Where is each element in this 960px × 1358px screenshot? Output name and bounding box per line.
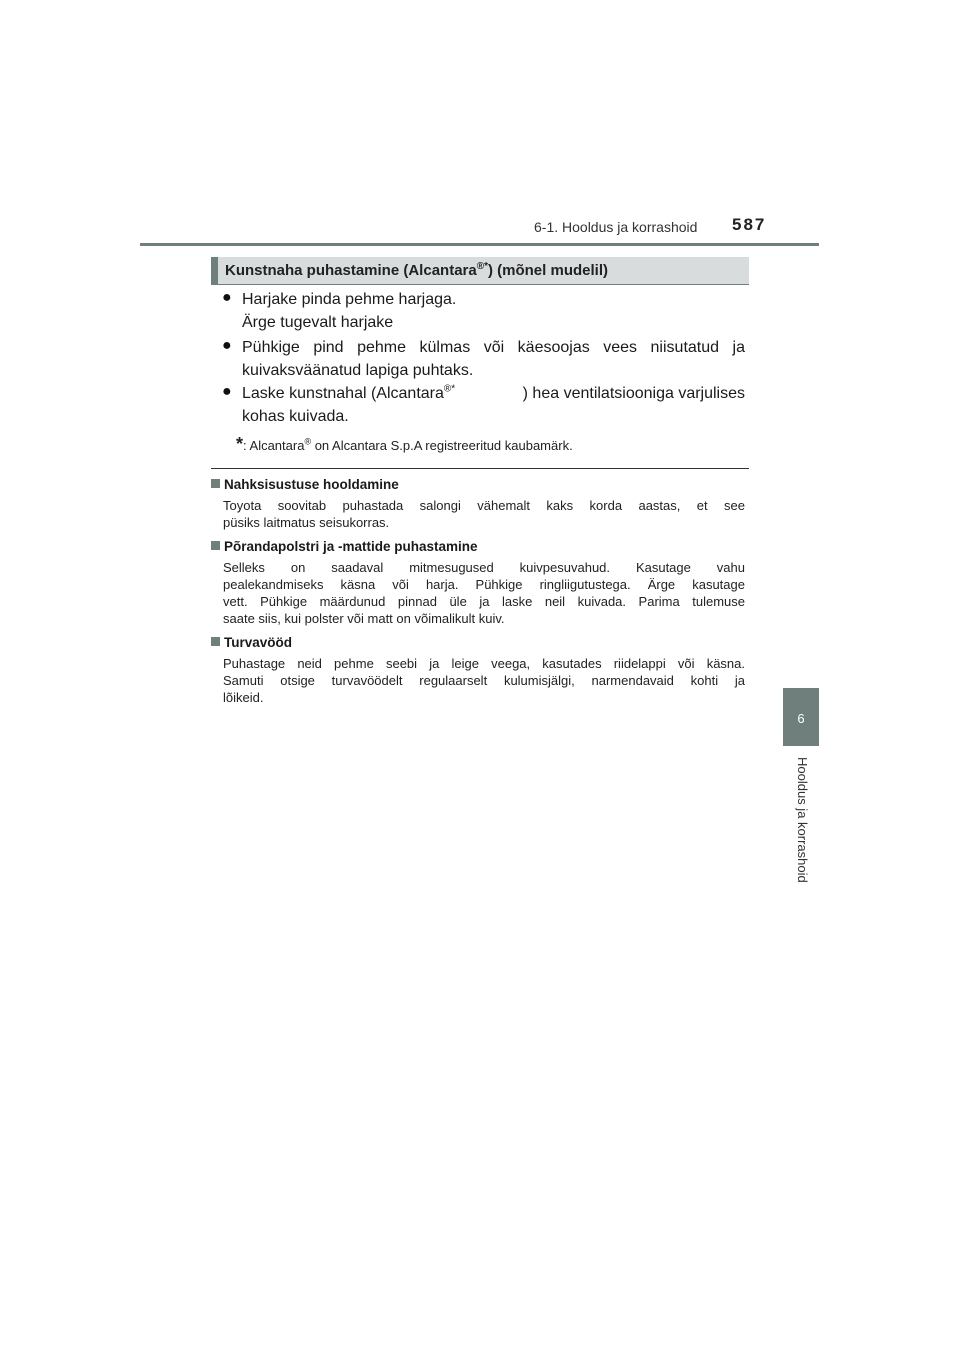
bullet-3-line-1 (242, 383, 745, 406)
note-line: Selleks on saadaval mitmesugused kuivpesuvahud. Kasutage vahu (223, 560, 745, 575)
note-line: Puhastage neid pehme seebi ja leige veega, kasutades riidelappi või käsna. (223, 656, 745, 671)
note-line: lõikeid. (223, 690, 264, 705)
note-line: saate siis, kui polster või matt on võimalikult kuiv. (223, 611, 505, 626)
bullet-2-line-2: kuivaksväänatud lapiga puhtaks. (242, 362, 474, 379)
bullet-1-line-2: Ärge tugevalt harjake (242, 314, 394, 331)
footnote-star: * (236, 434, 244, 454)
bullet-3-text-post: ) hea ventilatsiooniga varjulises (522, 385, 745, 402)
note-line: vett. Pühkige määrdunud pinnad üle ja laske neil kuivada. Parima tulemuse (223, 594, 745, 609)
header-rule (140, 243, 819, 246)
divider (211, 468, 749, 469)
note-line: püsiks laitmatus seisukorras. (223, 515, 390, 530)
footnote (236, 434, 573, 455)
square-bullet-icon (211, 479, 220, 488)
page-number: 587 (732, 215, 767, 234)
section-heading (211, 257, 749, 285)
note-title-text: Turvavööd (224, 635, 293, 650)
footnote-text-pre: : Alcantara (243, 438, 305, 453)
square-bullet-icon (211, 541, 220, 550)
heading-text: Kunstnaha puhastamine (Alcantara (225, 262, 477, 279)
heading-superscript: ®* (476, 261, 488, 272)
chapter-number: 6 (797, 711, 805, 726)
footnote-superscript: ® (304, 436, 312, 447)
bullet-3-text (242, 383, 455, 406)
note-line: Toyota soovitab puhastada salongi vähemalt kaks korda aastas, et see (223, 498, 745, 513)
note-body-seatbelts (223, 655, 745, 706)
note-title-text: Põrandapolstri ja -mattide puhastamine (224, 539, 478, 554)
note-body-leather (223, 497, 745, 531)
bullet-icon: ● (222, 289, 232, 306)
note-title-floor (211, 539, 478, 554)
bullet-3-superscript: ®* (443, 383, 456, 395)
note-title-text: Nahksisustuse hooldamine (224, 477, 399, 492)
bullet-3-line-2: kohas kuivada. (242, 408, 349, 425)
bullet-3-text-pre: Laske kunstnahal (Alcantara (242, 385, 444, 402)
note-body-floor (223, 559, 745, 627)
bullet-1-line-1: Harjake pinda pehme harjaga. (242, 291, 457, 308)
bullet-icon: ● (222, 337, 232, 354)
square-bullet-icon (211, 637, 220, 646)
note-title-leather (211, 477, 399, 492)
bullet-2-line-1: Pühkige pind pehme külmas või käesoojas vees niisutatud ja (242, 339, 745, 356)
note-line: pealekandmiseks käsna või harja. Pühkige ringliigutustega. Ärge kasutage (223, 577, 745, 592)
chapter-title: Hooldus ja korrashoid (795, 757, 810, 883)
footnote-text-post: on Alcantara S.p.A registreeritud kaubamärk. (311, 438, 573, 453)
section-title: 6-1. Hooldus ja korrashoid (534, 219, 698, 235)
heading-text-end: ) (mõnel mudelil) (487, 262, 608, 279)
note-title-seatbelts (211, 635, 292, 650)
note-line: Samuti otsige turvavöödelt regulaarselt kulumisjälgi, narmendavaid kohti ja (223, 673, 745, 688)
bullet-icon: ● (222, 383, 232, 400)
